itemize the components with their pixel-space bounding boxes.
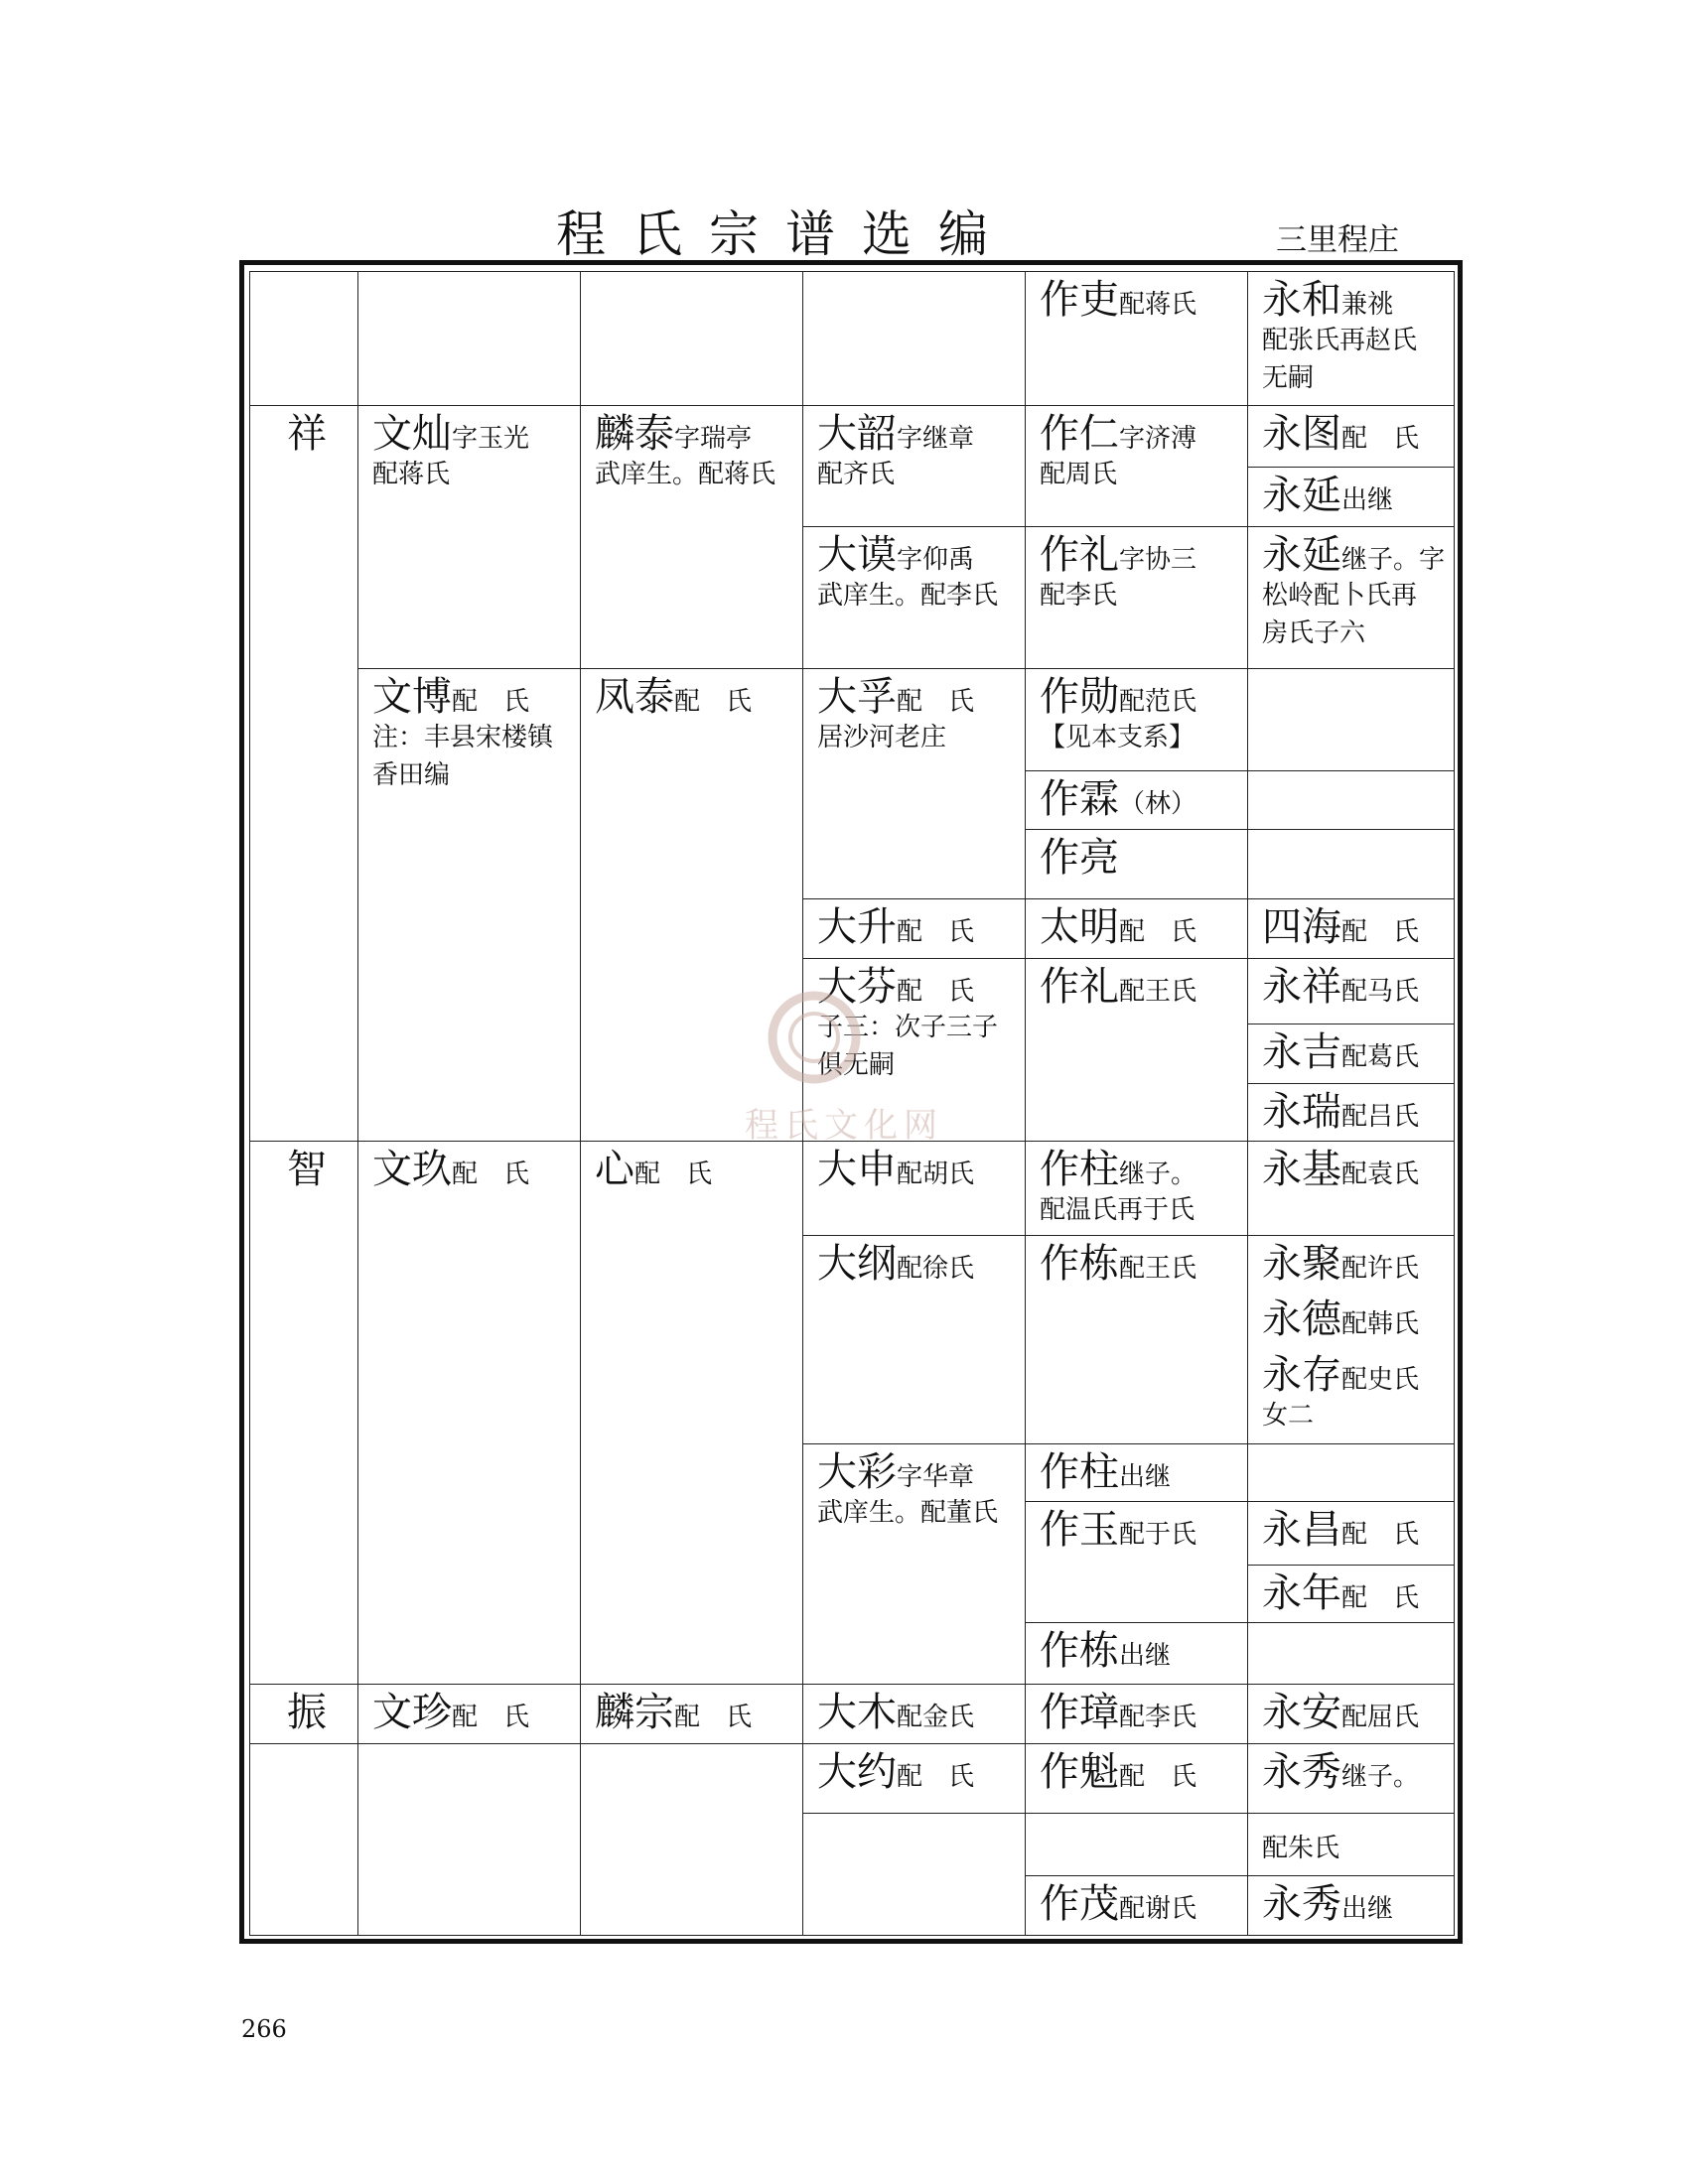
person-note-line: 居沙河老庄 [817, 723, 947, 752]
person-note-line: 配李氏 [1040, 581, 1118, 611]
person-note: 配金氏 [897, 1703, 975, 1732]
empty-cell [1248, 1623, 1455, 1685]
entry-wencan [358, 406, 581, 669]
entry-dashen [803, 1142, 1026, 1236]
entry-dafen: 大芬配 氏 子三：次子三子 俱无嗣 [803, 959, 1026, 1142]
person-note: 继子。 [1341, 1762, 1420, 1792]
person-note: 配李氏 [1119, 1703, 1197, 1732]
person-name: 永图 [1262, 411, 1341, 457]
branch-label-xiang: 祥 [250, 406, 358, 1142]
person-name: 大约 [817, 1749, 897, 1795]
person-note-line: 武庠生。配蒋氏 [595, 460, 776, 489]
entry-yongxiu-out [1248, 1876, 1455, 1936]
person-note: 配王氏 [1119, 1254, 1197, 1284]
person-note-line: 配温氏再于氏 [1040, 1195, 1196, 1225]
empty-cell [1248, 830, 1455, 899]
person-name: 作吏 [1040, 277, 1119, 323]
person-note-line: 女二 [1262, 1401, 1315, 1431]
person-name: 永秀 [1262, 1749, 1341, 1795]
entry-zuozhu-out [1026, 1444, 1248, 1502]
person-note: 字继章 [897, 424, 975, 454]
entry-zuoli-jiang [1026, 272, 1248, 406]
entry-yongxiu-adopted [1248, 1744, 1455, 1814]
person-note: 配徐氏 [897, 1254, 975, 1284]
person-note: 字协三 [1119, 545, 1197, 575]
person-name: 大木 [817, 1690, 897, 1735]
person-name: 大彩 [817, 1449, 897, 1495]
person-name: 永吉 [1262, 1029, 1341, 1075]
person-note-line: 注：丰县宋楼镇 [372, 723, 554, 752]
person-note-line: 香田编 [372, 760, 451, 790]
person-name: 永秀 [1262, 1881, 1341, 1927]
empty-cell [1248, 669, 1455, 771]
person-name: 作茂 [1040, 1881, 1119, 1927]
person-name: 作柱 [1040, 1147, 1119, 1192]
person-note: 配袁氏 [1341, 1160, 1420, 1189]
person-note-line: 配张氏再赵氏 [1262, 326, 1418, 355]
person-name: 四海 [1262, 904, 1341, 950]
entry-dafu: 大孚配 氏 居沙河老庄 [803, 669, 1026, 899]
person-name: 永安 [1262, 1690, 1341, 1735]
person-note: 配韩氏 [1341, 1309, 1420, 1339]
entry-yongnian: 永年配 氏 [1248, 1566, 1455, 1623]
entry-damo [803, 527, 1026, 669]
empty-cell [1026, 1814, 1248, 1876]
entry-zuolin [1026, 771, 1248, 830]
entry-zuoli-wang [1026, 959, 1248, 1142]
person-name: 永聚 [1262, 1241, 1341, 1287]
person-note-line: 配周氏 [1040, 460, 1118, 489]
entry-zuoliang [1026, 830, 1248, 899]
person-note: 配屈氏 [1341, 1703, 1420, 1732]
person-note-line: 无嗣 [1262, 363, 1315, 393]
person-note-line: 配齐氏 [817, 460, 896, 489]
person-note-line: 房氏子六 [1262, 618, 1366, 648]
person-note: 出继 [1341, 485, 1394, 515]
person-note: 继子。字 [1341, 545, 1446, 575]
person-note: 配葛氏 [1341, 1042, 1420, 1072]
entry-wenbo: 文博配 氏 注：丰县宋楼镇 香田编 [358, 669, 581, 1142]
person-note: 配王氏 [1119, 977, 1197, 1007]
entry-zuomao [1026, 1876, 1248, 1936]
person-note: （林） [1119, 789, 1197, 819]
entry-yonghe [1248, 272, 1455, 406]
empty-cell [358, 1744, 581, 1936]
empty-cell [358, 272, 581, 406]
person-name: 大谟 [817, 532, 897, 578]
person-note: 配史氏 [1341, 1365, 1420, 1395]
person-note: 字玉光 [452, 424, 530, 454]
entry-dacai [803, 1444, 1026, 1685]
empty-cell [581, 1744, 803, 1936]
entry-lintai [581, 406, 803, 669]
entry-zuoren [1026, 406, 1248, 527]
entry-yongyan-adopted [1248, 527, 1455, 669]
entry-dagang [803, 1236, 1026, 1444]
entry-zuokui: 作魁配 氏 [1026, 1744, 1248, 1814]
person-note: 配谢氏 [1119, 1894, 1197, 1924]
entry-yongchang: 永昌配 氏 [1248, 1502, 1455, 1566]
entry-yongji-yuan [1248, 1142, 1455, 1236]
person-note-line: 武庠生。配董氏 [817, 1498, 999, 1528]
person-name: 文博 [372, 674, 452, 720]
entry-yongju-group [1248, 1236, 1455, 1444]
entry-damu [803, 1685, 1026, 1744]
entry-yongxiang [1248, 959, 1455, 1024]
entry-yongji [1248, 1024, 1455, 1084]
empty-cell [581, 272, 803, 406]
entry-dayue: 大约配 氏 [803, 1744, 1026, 1814]
entry-zuoli-xie [1026, 527, 1248, 669]
entry-taiming: 太明配 氏 [1026, 899, 1248, 959]
entry-zuoxun [1026, 669, 1248, 771]
person-note-line: 俱无嗣 [817, 1050, 896, 1080]
entry-yongtu: 永图配 氏 [1248, 406, 1455, 468]
person-name: 作霖 [1040, 776, 1119, 822]
person-name: 作柱 [1040, 1449, 1119, 1495]
person-note: 出继 [1341, 1894, 1394, 1924]
person-note-line: 松岭配卜氏再 [1262, 581, 1418, 611]
person-note: 出继 [1119, 1462, 1172, 1492]
entry-zuodong-out [1026, 1623, 1248, 1685]
person-name: 凤泰 [595, 674, 674, 720]
person-name: 作玉 [1040, 1507, 1119, 1553]
person-note: 兼祧 [1341, 290, 1394, 320]
person-name: 文玖 [372, 1147, 452, 1192]
person-name: 文灿 [372, 411, 452, 457]
entry-yongyan-out [1248, 468, 1455, 527]
person-name: 作礼 [1040, 532, 1119, 578]
entry-sihai: 四海配 氏 [1248, 899, 1455, 959]
person-name: 永年 [1262, 1570, 1341, 1616]
person-note: 配胡氏 [897, 1160, 975, 1189]
person-note: 配蒋氏 [1119, 290, 1197, 320]
person-name: 作礼 [1040, 964, 1119, 1010]
entry-linzong: 麟宗配 氏 [581, 1685, 803, 1744]
page-subtitle: 三里程庄 [1276, 222, 1399, 258]
person-note-line: 武庠生。配李氏 [817, 581, 999, 611]
person-note-line: 配朱氏 [1262, 1834, 1340, 1863]
person-name: 永基 [1262, 1147, 1341, 1192]
empty-cell [1248, 1444, 1455, 1502]
person-note: 字仰禹 [897, 545, 975, 575]
person-name: 大申 [817, 1147, 897, 1192]
person-name: 永德 [1262, 1297, 1341, 1342]
person-name: 大孚 [817, 674, 897, 720]
person-name: 永延 [1262, 532, 1341, 578]
person-note: 配范氏 [1119, 687, 1197, 717]
empty-cell [803, 272, 1026, 406]
person-name: 永祥 [1262, 964, 1341, 1010]
person-name: 太明 [1040, 904, 1119, 950]
person-name: 麟泰 [595, 411, 674, 457]
entry-dasheng: 大升配 氏 [803, 899, 1026, 959]
branch-label-zhen: 振 [250, 1685, 358, 1744]
person-note-line: 【见本支系】 [1040, 723, 1196, 752]
person-name: 永存 [1262, 1352, 1341, 1398]
entry-xin: 心配 氏 [581, 1142, 803, 1685]
entry-dashao [803, 406, 1026, 527]
person-note-line: 子三：次子三子 [817, 1013, 999, 1042]
person-name: 永延 [1262, 473, 1341, 518]
person-name: 作亮 [1040, 835, 1119, 881]
person-name: 大纲 [817, 1241, 897, 1287]
person-note: 配马氏 [1341, 977, 1420, 1007]
genealogy-table [249, 271, 1455, 1936]
person-note: 字华章 [897, 1462, 975, 1492]
person-note: 出继 [1119, 1641, 1172, 1671]
entry-yongrui [1248, 1084, 1455, 1142]
entry-yongxiu-spouse [1248, 1814, 1455, 1876]
person-name: 大芬 [817, 964, 897, 1010]
entry-zuodong [1026, 1236, 1248, 1444]
person-name: 麟宗 [595, 1690, 674, 1735]
person-name: 文珍 [372, 1690, 452, 1735]
person-name: 作栋 [1040, 1628, 1119, 1674]
person-name: 作栋 [1040, 1241, 1119, 1287]
person-name: 大韶 [817, 411, 897, 457]
person-name: 永昌 [1262, 1507, 1341, 1553]
branch-label-zhi: 智 [250, 1142, 358, 1685]
person-name: 作仁 [1040, 411, 1119, 457]
entry-zuozhang [1026, 1685, 1248, 1744]
empty-cell [803, 1814, 1026, 1936]
empty-cell [250, 272, 358, 406]
person-name: 永瑞 [1262, 1089, 1341, 1135]
person-note: 字瑞亭 [674, 424, 753, 454]
page-number: 266 [241, 2015, 287, 2043]
person-name: 作勋 [1040, 674, 1119, 720]
entry-zuoyu [1026, 1502, 1248, 1623]
page-title: 程氏宗谱选编 [556, 205, 1015, 263]
person-name: 心 [595, 1147, 634, 1192]
watermark-text: 程氏文化网 [745, 1106, 943, 1146]
person-note: 字济溥 [1119, 424, 1197, 454]
empty-cell [250, 1744, 358, 1936]
person-note: 配于氏 [1119, 1520, 1197, 1550]
person-note: 配许氏 [1341, 1254, 1420, 1284]
person-note: 继子。 [1119, 1160, 1197, 1189]
entry-wenzhen: 文珍配 氏 [358, 1685, 581, 1744]
person-name: 作璋 [1040, 1690, 1119, 1735]
entry-yongan [1248, 1685, 1455, 1744]
person-name: 作魁 [1040, 1749, 1119, 1795]
person-note: 配吕氏 [1341, 1102, 1420, 1132]
person-name: 永和 [1262, 277, 1341, 323]
entry-wenjiu: 文玖配 氏 [358, 1142, 581, 1685]
person-name: 大升 [817, 904, 897, 950]
person-note-line: 配蒋氏 [372, 460, 451, 489]
entry-zuozhu-adopted [1026, 1142, 1248, 1236]
empty-cell [1248, 771, 1455, 830]
entry-fengtai: 凤泰配 氏 [581, 669, 803, 1142]
